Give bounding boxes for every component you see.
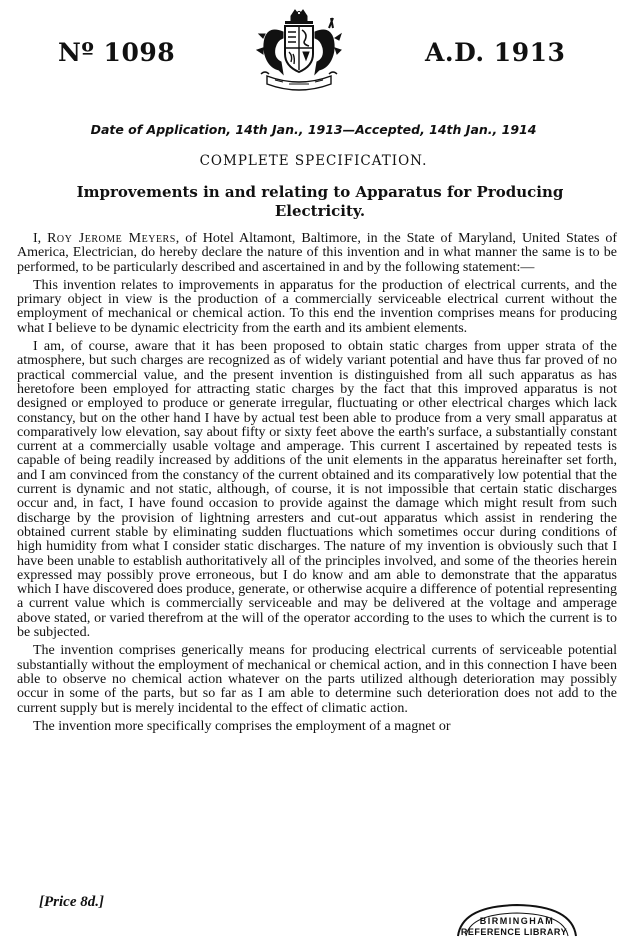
price-note: [Price 8d.]	[39, 894, 104, 910]
application-dates: Date of Application, 14th Jan., 1913—Accepted, 14th Jan., 1914	[90, 122, 537, 137]
paragraph-3: The invention comprises generically means for producing electrical currents of serviceable potential substantially without the employment of mechanical or chemical action, and in this connection I have been able to observe no chemical action whatever on the parts utilized although deterioration may possibly occur in some of the parts, but so far as I am able to determine such deterioration does not add to the current supply but is merely incidental to the effect of climatic action.	[17, 643, 617, 716]
specification-body	[17, 232, 617, 734]
opening-lead: I,	[33, 231, 42, 246]
stamp-text-top: BIRMINGHAM	[479, 916, 555, 926]
applicant-name: Roy Jerome Meyers	[47, 231, 176, 246]
patent-number: Nº 1098	[58, 38, 176, 67]
royal-coat-of-arms-icon	[253, 8, 345, 100]
opening-rest: , of Hotel Altamont, Baltimore, in the State of Maryland, United States of America, Electrician, do hereby declare the nature of this invention and in what manner the same is to be performed, to be particularly described and ascertained in and by the following statement:—	[17, 231, 617, 275]
paragraph-4: The invention more specifically comprises the employment of a magnet or	[33, 718, 451, 734]
stamp-text-bottom: REFERENCE LIBRARY	[460, 927, 568, 937]
opening-paragraph	[17, 232, 617, 275]
patent-year: A.D. 1913	[425, 38, 566, 67]
library-stamp	[452, 902, 582, 937]
paragraph-1: This invention relates to improvements in apparatus for the production of electrical currents, and the primary object in view is the production of a commercially serviceable electrical current without the employment of mechanical or chemical action. To this end the invention comprises means for producing what I believe to be dynamic electricity from the earth and its ambient elements.	[17, 277, 617, 336]
patent-title: Improvements in and relating to Apparatus for Producing Electricity.	[76, 183, 564, 220]
paragraph-2: I am, of course, aware that it has been proposed to obtain static charges from upper strata of the atmosphere, but such charges are recognized as of widely variant potential and have thus far proved of no practical commercial value, and the present invention is distinguished from all such apparatus as has heretofore been employed for attracting static charges by the fact that this improved apparatus is not designed or employed to produce or generate irregular, fluctuating or other electrical charges which lack constancy, but on the other hand I have by actual test been able to produce from a very small apparatus at comparatively low elevation, say about fifty or sixty feet above the earth's surface, a substantially constant current at a commercially usable voltage and amperage. This current I ascertained by repeated tests is capable of being readily increased by additions of the unit elements in the apparatus hereinafter set forth, and I am convinced from the constancy of the current obtained and its comparatively low potential that the current is dynamic and not static, although, of course, it is not impossible that certain static discharges occur and, in fact, I have found occasion to provide against the damage which might result from such discharge by the provision of lightning arresters and cut-out apparatus which assist in rendering the obtained current stable by eliminating sudden fluctuations which sometimes occur during conditions of high humidity from what I consider static discharges. The nature of my invention is obviously such that I have been unable to establish authoritatively all of the principles involved, and some of the theories herein expressed may possibly prove erroneous, but I do know and am able to demonstrate that the apparatus which I have discovered does produce, generate, or otherwise acquire a difference of potential representing a current value which is commercially serviceable and may be delivered at the voltage and amperage above stated, or varied therefrom at the will of the operator according to the uses to which the current is to be subjected.	[17, 339, 617, 641]
specification-heading: COMPLETE SPECIFICATION.	[199, 153, 428, 169]
